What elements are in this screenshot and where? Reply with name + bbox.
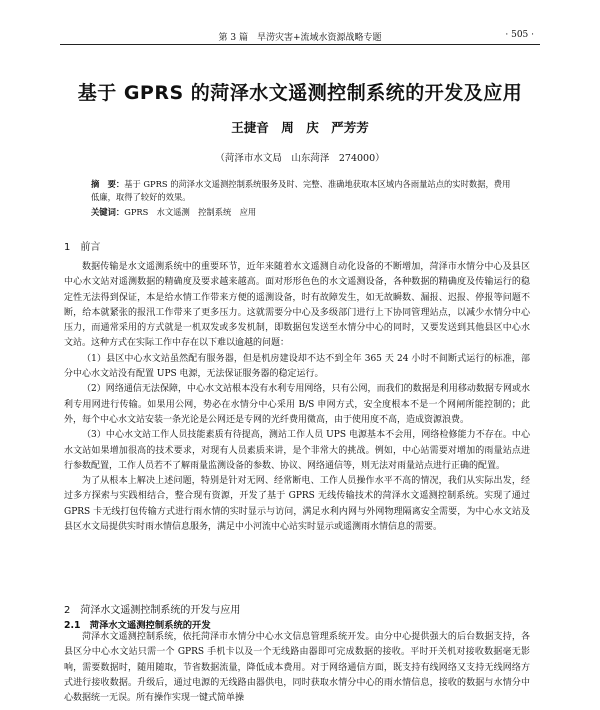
running-header: [60, 28, 540, 45]
header-journal-section: 第 3 篇 旱涝灾害+流域水资源战略专题: [218, 33, 382, 43]
subsection-heading-2-1: 2.1 菏泽水文遥测控制系统的开发: [64, 620, 211, 631]
abstract-label: 摘 要：: [91, 179, 125, 189]
paragraph: 菏泽水文遥测控制系统，依托菏泽市水情分中心水文信息管理系统开发。由分中心提供强大的后台数据支持，各县区分中心水文站只需一个 GPRS 手机卡以及一个无线路由器即可完成数据的接收。平时开关机对接收数据毫无影响，需要数据时，随用随取，节省数据流量，降低成本费用。对于网络通信方面，既支持有线网络又支持无线网络方式进行接收数据。升级后，通过电源的无线路由器供电，同时获取水情分中心的雨水情信息，接收的数据与水情分中心数据统一无误。所有操作实现一键式简单操: [64, 632, 530, 704]
abstract-text: 基于 GPRS 的菏泽水文遥测控制系统服务及时、完整、准确地获取本区域内各雨量站点的实时数据，费用低廉，取得了较好的效果。: [91, 179, 511, 202]
paragraph: 为了从根本上解决上述问题，特别是针对无网、经常断电、工作人员操作水平不高的情况，我们从实际出发，经过多方探索与实践相结合，整合现有资源，开发了基于 GPRS 无线传输技术的菏泽水文遥测控制系统。实现了通过 GPRS 卡无线打包传输方式进行雨水情的实时显示与访问，满足水利内网与外网物理隔离安全需要，为中心水文站及县区水文局提供实时雨水情信息服务，满足中小河流中心站实时显示或遥测雨水情信息的需要。: [64, 476, 530, 533]
section-heading-1: 1 前言: [64, 242, 101, 253]
authors: 王捷音 周 庆 严芳芳: [231, 120, 369, 135]
keywords-label: 关键词：: [91, 207, 125, 217]
section-heading-2: 2 菏泽水文遥测控制系统的开发与应用: [64, 605, 241, 616]
page-number: · 505 ·: [505, 30, 534, 40]
keywords-text: GPRS 水文遥测 控制系统 应用: [124, 207, 257, 217]
body-section-2-1: [64, 630, 530, 706]
paragraph: 数据传输是水文遥测系统中的重要环节，近年来随着水文遥测自动化设备的不断增加，菏泽市水情分中心及县区中心水文站对遥测数据的精确度及要求越来越高。面对形形色色的水文遥测设备，各种数据的精确度及传输运行的稳定性无法得到保证，本是给水情工作带来方便的遥测设备，时有故障发生，如无故瞬数、漏报、迟报、停报等问题不断，给本就紧张的报汛工作带来了更多压力。这就需要分中心及多级部门进行上下协同管理站点，以减少水情分中心压力，而通常采用的方式就是一机双发或多发机制，即数据包发送至水情分中心的同时，又要发送到其他县区中心水文站。这种方式在实际工作中存在以下难以逾越的问题：: [64, 262, 530, 349]
paper-title: 基于 GPRS 的菏泽水文遥测控制系统的开发及应用: [77, 82, 523, 104]
body-section-1: [64, 260, 530, 535]
paragraph: （1）县区中心水文站虽然配有服务器，但是机房建设却不达不到全年 365 天 24 小时不间断式运行的标准，部分中心水文站没有配置 UPS 电源，无法保证服务器的稳定运行。: [64, 353, 530, 380]
paragraph: （2）网络通信无法保障，中心水文站根本没有水利专用网络，只有公网，而我们的数据是利用移动数据专网或水利专用网进行传输。如果用公网，势必在水情分中心采用 B/S 申网方式，安全度根本不是一个网闸所能控制的；此外，每个中心水文站安装一条光论是公网还是专网的光纤费用微高，由于使用度不高，造成资源浪费。: [64, 384, 530, 425]
affiliation: （菏泽市水文局 山东菏泽 274000）: [215, 153, 385, 164]
abstract: [91, 178, 514, 204]
keywords: [91, 206, 514, 218]
paragraph: （3）中心水文站工作人员技能素质有待提高，测站工作人员 UPS 电源基本不会用，网络检修能力不存在。中心水文站如果增加很高的技术要求，对现有人员素质来讲，是个非常大的挑战。例如，中心站需要对增加的雨量站点进行参数配置，工作人员若不了解雨量监测设备的参数、协议、网络通信等，则无法对雨量站点进行正确的配置。: [64, 430, 530, 471]
